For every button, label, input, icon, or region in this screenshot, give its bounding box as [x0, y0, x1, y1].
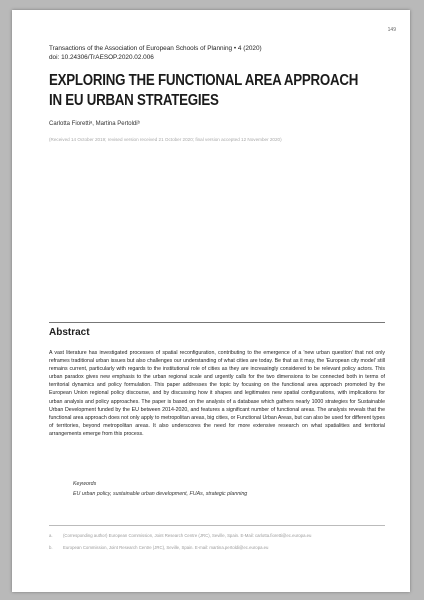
journal-citation: Transactions of the Association of European Schools of Planning • 4 (2020)	[49, 45, 262, 52]
title-line-1: EXPLORING THE FUNCTIONAL AREA APPROACH	[49, 72, 359, 89]
footnotes	[49, 530, 385, 554]
document-page	[12, 10, 410, 592]
authors: Carlotta Fiorettiᵃ, Martina Pertoldiᵇ	[49, 121, 140, 127]
keywords-block	[73, 479, 373, 499]
abstract-body: A vast literature has investigated processes of spatial reconfiguration, contributing to the emergence of a 'new urban question' that not only reframes traditional urban issues but also challenges our understanding of what cities are today. Be that as it may, the 'European city model' still remains current, particularly with regards to the institutional role of cities as they are increasingly considered to be relevant policy actors. This urban paradox gives new emphasis to the urban regional scale and urgently calls for the two dimensions to be connected both in terms of territorial dynamics and policy formulation. This paper addresses the topic by focusing on the functional area approach promoted by the European Union regional policy discourse, and by discussing how it shapes and legitimates new spatial configurations, with implications for urban analysis and policy approaches. The paper is based on the analysis of a database which gathers nearly 1000 strategies for Sustainable Urban Development funded by the EU between 2014-2020, and features a significant number of functional areas. The analysis reveals that the functional area approach does not only apply to metropolitan areas, big cities, or Functional Urban Areas, but can also be used for different types of territories, beyond metropolitan areas. It also underscores the need for more extensive research on what spatialities and territorial arrangements emerge from this process.	[49, 350, 385, 437]
received-dates: (Received 14 October 2019; revised version received 21 October 2020; final version accepted 12 November 2020)	[49, 137, 282, 142]
article-title	[49, 71, 393, 111]
section-divider	[49, 322, 385, 323]
keywords-label: Keywords	[73, 481, 97, 487]
title-line-2: IN EU URBAN STRATEGIES	[49, 92, 219, 109]
footnote-text: (Corresponding author) European Commission, Joint Research Centre (JRC), Seville, Spain. E-Mail: carlotta.fioretti@ec.europa.eu	[63, 533, 312, 538]
footnote-b	[49, 542, 385, 554]
keywords-text: EU urban policy, sustainable urban development, FUAs, strategic planning	[73, 491, 248, 497]
footnote-text: European Commission, Joint Research Centre (JRC), Seville, Spain. E-mail: martina.pertoldi@ec.europa.eu	[63, 545, 269, 550]
page-number: 149	[387, 27, 396, 33]
footnote-marker: b.	[49, 545, 53, 550]
abstract-heading: Abstract	[49, 327, 90, 338]
footnote-divider	[49, 525, 385, 526]
footnote-marker: a.	[49, 533, 53, 538]
footnote-a	[49, 530, 385, 542]
article-header	[49, 44, 379, 142]
doi: doi: 10.24306/TrAESOP.2020.02.006	[49, 54, 154, 61]
